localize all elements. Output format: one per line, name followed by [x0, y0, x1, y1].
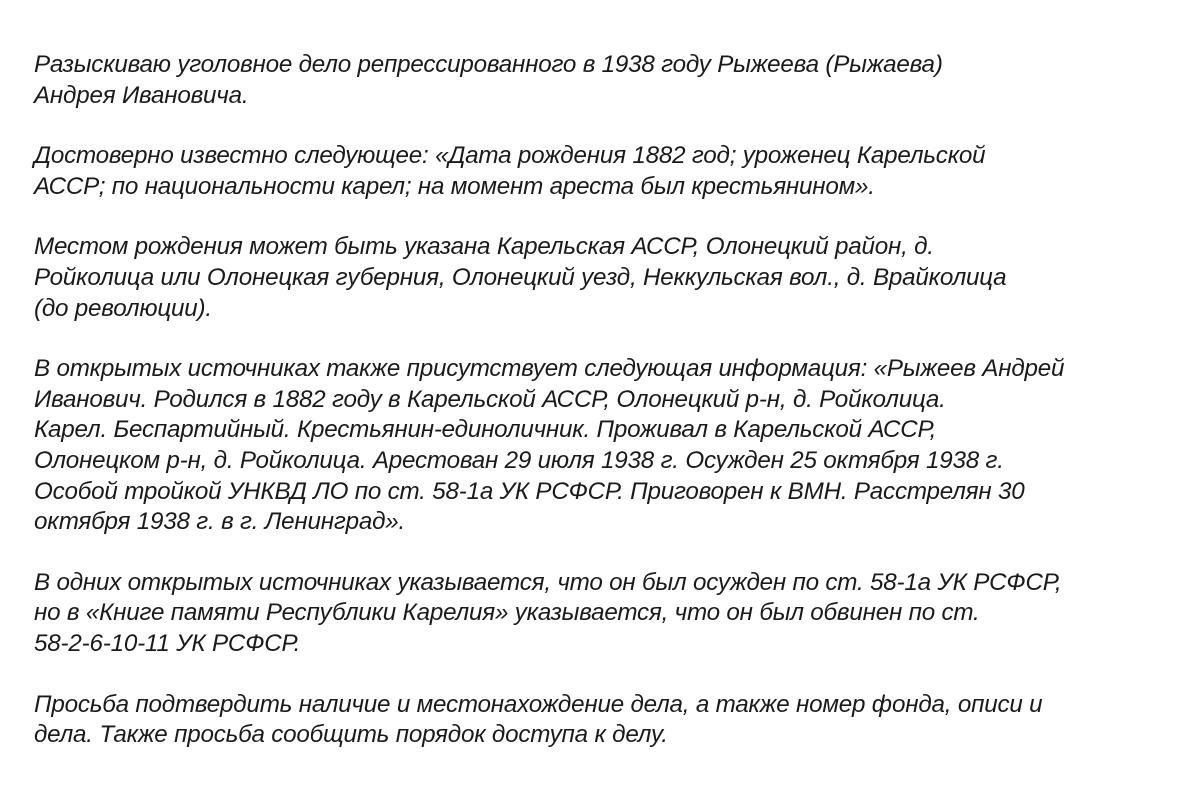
paragraph-birthplace: [34, 232, 1174, 324]
text-line: Достоверно известно следующее: «Дата рождения 1882 год; уроженец Карельской: [34, 142, 986, 170]
text-line: Разыскиваю уголовное дело репрессированного в 1938 году Рыжеева (Рыжаева): [34, 51, 943, 78]
text-line: Андрея Ивановича.: [34, 81, 249, 109]
text-line: Олонецком р-н, д. Ройколица. Арестован 29 июля 1938 г. Осужден 25 октября 1938 г.: [34, 446, 1004, 474]
paragraph-open-sources: [34, 354, 1174, 538]
text-line: 58-2-6-10-11 УК РСФСР.: [34, 629, 301, 657]
text-line: дела. Также просьба сообщить порядок доступа к делу.: [34, 721, 668, 749]
document-body: [34, 50, 1174, 751]
paragraph-known-facts: [34, 141, 1174, 202]
text-line: АССР; по национальности карел; на момент ареста был крестьянином».: [34, 172, 875, 200]
text-line: В одних открытых источниках указывается, что он был осужден по ст. 58-1а УК РСФСР,: [34, 568, 1062, 596]
text-line: Карел. Беспартийный. Крестьянин-единоличник. Проживал в Карельской АССР,: [34, 416, 937, 444]
text-line: В открытых источниках также присутствует следующая информация: «Рыжеев Андрей: [34, 355, 1065, 383]
text-line: октября 1938 г. в г. Ленинград».: [34, 508, 406, 536]
text-line: Иванович. Родился в 1882 году в Карельской АССР, Олонецкий р-н, д. Ройколица.: [34, 385, 946, 413]
text-line: Местом рождения может быть указана Карельская АССР, Олонецкий район, д.: [34, 233, 934, 261]
text-line: Особой тройкой УНКВД ЛО по ст. 58-1а УК РСФСР. Приговорен к ВМН. Расстрелян 30: [34, 477, 1025, 505]
paragraph-request: [34, 690, 1174, 751]
text-line: Просьба подтвердить наличие и местонахождение дела, а также номер фонда, описи и: [34, 690, 1043, 718]
paragraph-search-request: [34, 50, 1174, 111]
paragraph-discrepancy: [34, 568, 1174, 660]
text-line: (до революции).: [34, 294, 212, 322]
text-line: Ройколица или Олонецкая губерния, Олонецкий уезд, Неккульская вол., д. Врайколица: [34, 263, 1007, 291]
text-line: но в «Книге памяти Республики Карелия» указывается, что он был обвинен по ст.: [34, 599, 980, 627]
